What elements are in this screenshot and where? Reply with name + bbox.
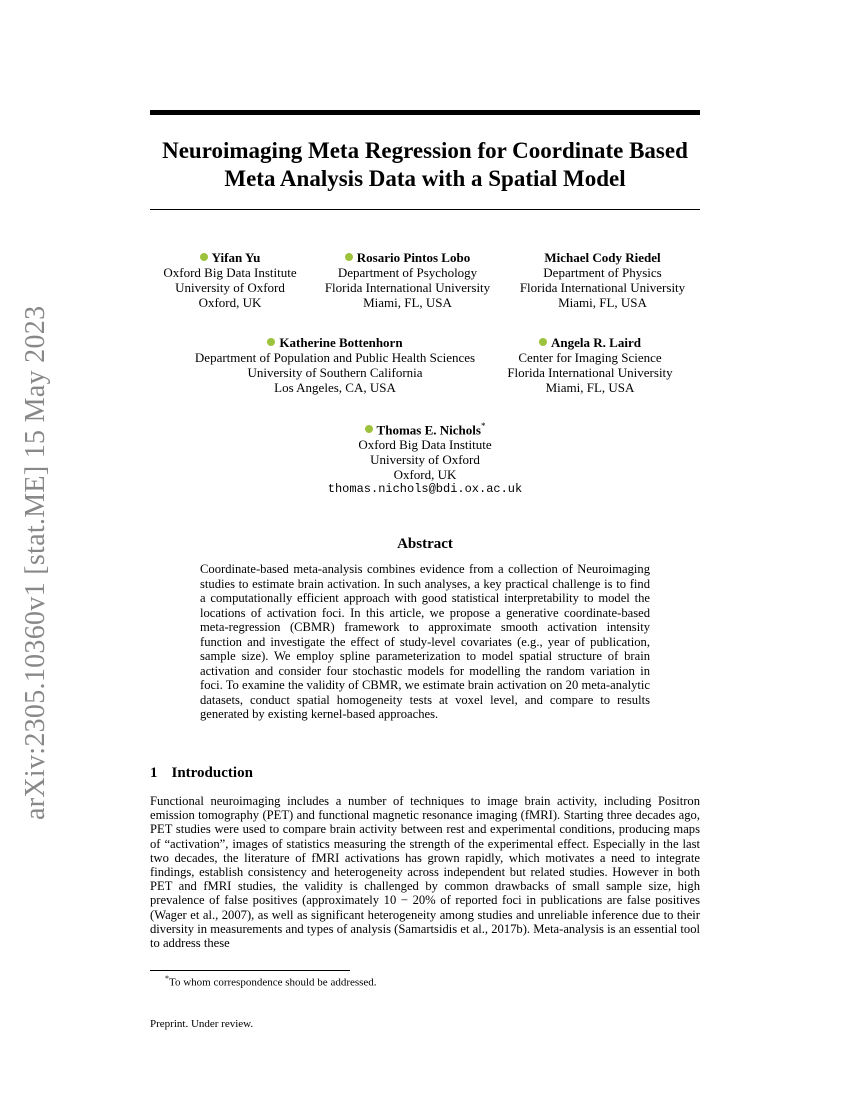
author-affiliation: Department of Psychology (337, 265, 478, 280)
author-affiliation: Florida International University (519, 280, 686, 295)
section-title: Introduction (171, 765, 253, 781)
corresponding-mark: * (480, 421, 486, 431)
orcid-icon[interactable] (200, 253, 208, 261)
author-block (300, 419, 550, 497)
abstract-heading: Abstract (397, 536, 453, 552)
orcid-icon[interactable] (539, 338, 547, 346)
arxiv-identifier: arXiv:2305.10360v1 [stat.ME] 15 May 2023 (20, 305, 51, 820)
author-name: Rosario Pintos Lobo (356, 250, 471, 265)
footnote-text: To whom correspondence should be addressed. (169, 976, 377, 989)
author-affiliation: Miami, FL, USA (558, 295, 647, 310)
section-number: 1 (150, 765, 158, 781)
footnote (165, 974, 377, 989)
author-affiliation: Oxford, UK (198, 295, 262, 310)
footnote-rule (150, 970, 350, 971)
orcid-icon[interactable] (267, 338, 275, 346)
author-name: Yifan Yu (211, 250, 261, 265)
author-block (505, 250, 700, 310)
author-name: Angela R. Laird (551, 335, 641, 350)
author-affiliation: University of Oxford (175, 280, 285, 295)
orcid-icon[interactable] (365, 425, 373, 433)
author-name: Michael Cody Riedel (544, 250, 661, 265)
author-affiliation: Los Angeles, CA, USA (274, 380, 396, 395)
author-affiliation: University of Southern California (247, 365, 423, 380)
footnote-mark: * (165, 974, 169, 983)
author-affiliation: Center for Imaging Science (518, 350, 662, 365)
title-rule-top (150, 110, 700, 115)
author-affiliation: University of Oxford (370, 452, 480, 468)
author-name: Thomas E. Nichols (376, 422, 481, 438)
author-affiliation: Florida International University (507, 365, 673, 380)
paper-title (150, 137, 700, 193)
author-name: Katherine Bottenhorn (279, 335, 403, 350)
title-line-2: Meta Analysis Data with a Spatial Model (224, 166, 626, 191)
author-affiliation: Oxford, UK (393, 467, 457, 483)
author-block (150, 250, 310, 310)
author-affiliation: Department of Population and Public Health Sciences (194, 350, 476, 365)
author-affiliation: Oxford Big Data Institute (358, 437, 492, 453)
title-line-1: Neuroimaging Meta Regression for Coordinate Based (162, 138, 688, 163)
orcid-icon[interactable] (345, 253, 353, 261)
author-block (490, 335, 690, 395)
abstract-text: Coordinate-based meta-analysis combines evidence from a collection of Neuroimaging studies to estimate brain activation. In such analyses, a key practical challenge is to find a computationally efficient approach with good statistical interpretability to model the locations of activation foci. In this article, we propose a generative coordinate-based meta-regression (CBMR) framework to approximate smooth activation intensity function and investigate the effect of study-level covariates (e.g., year of publication, sample size). We employ spline parameterization to model spatial structure of brain activation and consider four stochastic models for modelling the random variation in foci. To examine the validity of CBMR, we estimate brain activation on 20 meta-analytic datasets, conduct spatial homogeneity tests at voxel level, and compare to results generated by existing kernel-based approaches. (200, 562, 650, 721)
author-block (160, 335, 510, 395)
introduction-text: Functional neuroimaging includes a number of techniques to image brain activity, including Positron emission tomography (PET) and functional magnetic resonance imaging (fMRI). Starting three decades ago, PET studies were used to compare brain activity between rest and experimental conditions, producing maps of “activation”, images of statistics measuring the strength of the experimental effect. Especially in the last two decades, the literature of fMRI activations has grown rapidly, which motivates a need to integrate findings, establish consistency and heterogeneity across independent but related studies. However in both PET and fMRI studies, the validity is challenged by common drawbacks of small sample size, high prevalence of false positives (approximately 10 − 20% of reported foci in publications are false positives (Wager et al., 2007), as well as significant heterogeneity among studies and unreliable inference due to their diversity in measurements and types of analysis (Samartsidis et al., 2017b). Meta-analysis is an essential tool to address these (150, 794, 700, 951)
preprint-notice: Preprint. Under review. (150, 1018, 254, 1030)
author-affiliation: Oxford Big Data Institute (163, 265, 297, 280)
author-email[interactable]: thomas.nichols@bdi.ox.ac.uk (327, 482, 523, 497)
author-affiliation: Miami, FL, USA (363, 295, 452, 310)
section-heading (150, 765, 253, 782)
author-affiliation: Miami, FL, USA (545, 380, 635, 395)
author-affiliation: Department of Physics (543, 265, 662, 280)
author-affiliation: Florida International University (324, 280, 491, 295)
author-block (315, 250, 500, 310)
title-rule-bottom (150, 209, 700, 210)
